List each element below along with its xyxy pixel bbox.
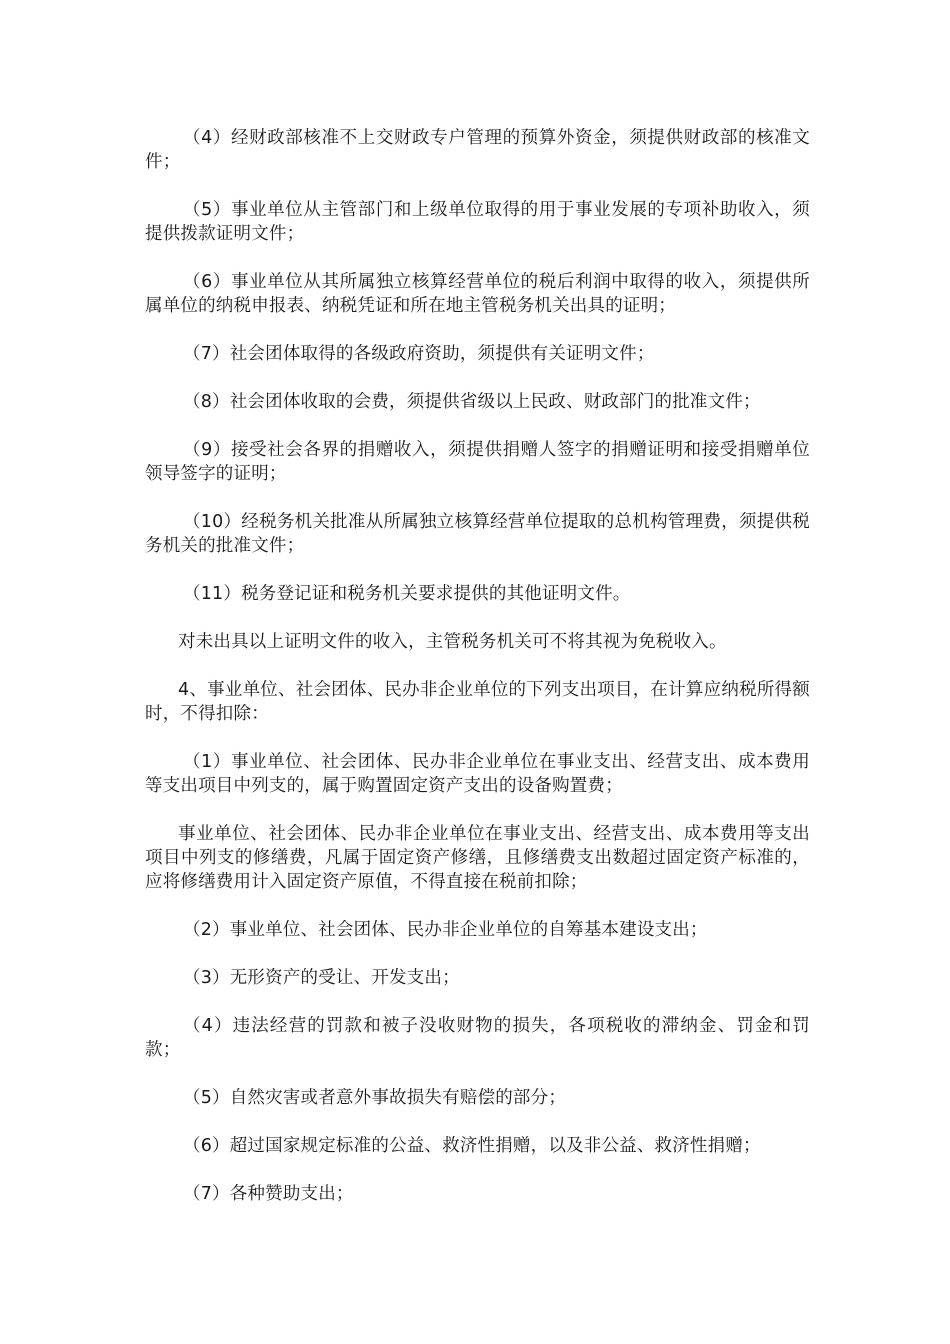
- paragraph-no-certificate-note: 对未出具以上证明文件的收入，主管税务机关可不将其视为免税收入。: [178, 632, 727, 652]
- paragraph-expense-2-construction: （2）事业单位、社会团体、民办非企业单位的自筹基本建设支出；: [183, 920, 708, 940]
- paragraph-repair-expense-note: 事业单位、社会团体、民办非企业单位在事业支出、经营支出、成本费用等支出项目中列支的修缮费，凡属于固定资产修缮，且修缮费支出数超过固定资产标准的，应将修缮费用计入固定资产原值，不得直接在税前扣除；: [145, 824, 810, 892]
- paragraph-expense-7-sponsorship: （7）各种赞助支出；: [183, 1184, 354, 1204]
- paragraph-item-10-management-fee: （10）经税务机关批准从所属独立核算经营单位提取的总机构管理费，须提供税务机关的批准文件；: [145, 512, 810, 556]
- paragraph-item-9-donation-income: （9）接受社会各界的捐赠收入，须提供捐赠人签字的捐赠证明和接受捐赠单位领导签字的证明；: [145, 440, 810, 484]
- paragraph-item-7-government-aid: （7）社会团体取得的各级政府资助，须提供有关证明文件；: [183, 344, 655, 364]
- paragraph-item-8-membership-fees: （8）社会团体收取的会费，须提供省级以上民政、财政部门的批准文件；: [183, 392, 761, 412]
- paragraph-item-4-budget-funds: （4）经财政部核准不上交财政专户管理的预算外资金，须提供财政部的核准文件；: [145, 128, 810, 172]
- paragraph-expense-6-donations: （6）超过国家规定标准的公益、救济性捐赠，以及非公益、救济性捐赠；: [183, 1136, 761, 1156]
- paragraph-expense-5-disaster-loss: （5）自然灾害或者意外事故损失有赔偿的部分；: [183, 1088, 567, 1108]
- paragraph-item-5-subsidy-income: （5）事业单位从主管部门和上级单位取得的用于事业发展的专项补助收入，须提供拨款证明文件；: [145, 200, 810, 244]
- paragraph-section-4-heading: 4、事业单位、社会团体、民办非企业单位的下列支出项目，在计算应纳税所得额时，不得扣除：: [145, 680, 810, 724]
- paragraph-item-6-after-tax-profit: （6）事业单位从其所属独立核算经营单位的税后利润中取得的收入，须提供所属单位的纳税申报表、纳税凭证和所在地主管税务机关出具的证明；: [145, 272, 810, 316]
- paragraph-expense-3-intangible: （3）无形资产的受让、开发支出；: [183, 968, 460, 988]
- paragraph-expense-4-fines: （4）违法经营的罚款和被子没收财物的损失，各项税收的滞纳金、罚金和罚款；: [145, 1016, 810, 1060]
- paragraph-expense-1-equipment: （1）事业单位、社会团体、民办非企业单位在事业支出、经营支出、成本费用等支出项目中列支的，属于购置固定资产支出的设备购置费；: [145, 752, 810, 796]
- paragraph-item-11-tax-registration: （11）税务登记证和税务机关要求提供的其他证明文件。: [183, 584, 631, 604]
